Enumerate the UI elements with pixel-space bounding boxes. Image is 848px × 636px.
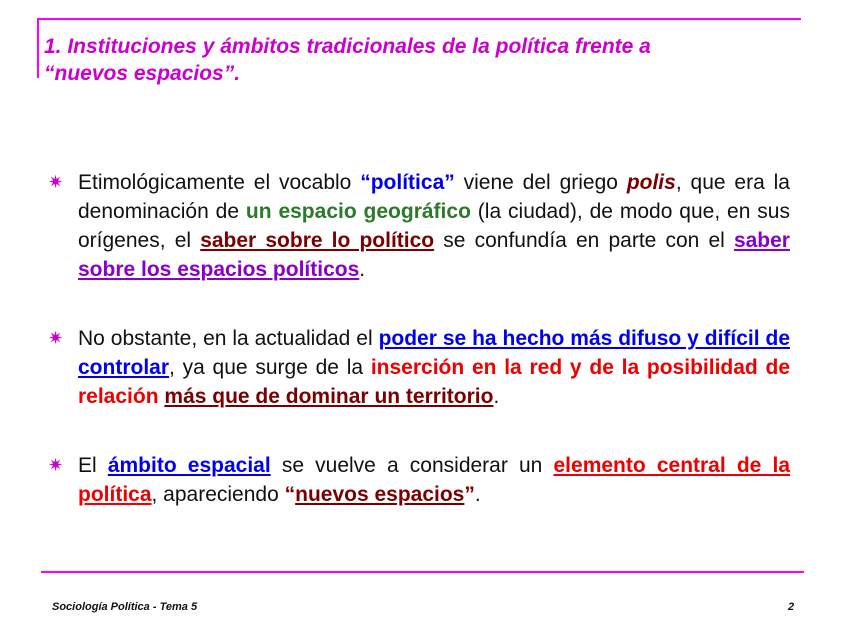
bullet-list [44,168,790,509]
text-run: El [78,454,108,477]
footer-course: Sociología Política - Tema 5 [52,601,198,613]
text-run: . [474,483,481,506]
page-number: 2 [788,601,795,613]
quote-close: ” [464,483,475,506]
bullet-item-ambito [44,451,790,509]
slide-title-line2: “nuevos espacios”. [44,62,241,85]
text-run: viene del griego [454,171,627,194]
bullet-text [78,451,790,509]
highlight-espacio-geografico: un espacio geográfico [245,200,471,223]
text-run: se vuelve a considerar un [270,454,554,477]
bullet-item-etimologia [44,168,790,284]
text-run: . [493,385,500,408]
highlight-espacios-politicos: saber sobre los espacios políticos [78,229,790,281]
slide-title [44,33,804,87]
bullet-text [78,324,790,411]
highlight-dominar-territorio: más que de dominar un territorio [164,385,494,408]
text-run: . [359,258,366,281]
star-bullet-icon: ✷ [48,328,64,348]
highlight-poder-difuso: poder se ha hecho más difuso y difícil de controlar [78,327,791,379]
text-run: , apareciendo [151,483,285,506]
highlight-ambito-espacial: ámbito espacial [107,454,271,477]
highlight-politica: “política” [360,171,455,194]
bullet-text [78,168,790,284]
highlight-polis: polis [626,171,676,194]
text-run: (la ciudad), de modo que, en sus orígenes, el [78,200,790,252]
slide-title-line1: 1. Instituciones y ámbitos tradicionales de la política frente a [44,35,651,58]
text-run: , ya que surge de la [169,356,371,379]
star-bullet-icon: ✷ [48,172,64,192]
highlight-saber-politico: saber sobre lo político [200,229,435,252]
highlight-nuevos-espacios: nuevos espacios [295,483,465,506]
text-run: No obstante, en la actualidad el [78,327,379,350]
highlight-insercion-red: inserción en la red y de la posibilidad de relación [78,356,790,408]
text-run: se confundía en parte con el [434,229,734,252]
quote-open: “ [284,483,296,506]
star-bullet-icon: ✷ [48,455,64,475]
bullet-item-poder [44,324,790,411]
text-run: Etimológicamente el vocablo [78,171,361,194]
text-run: , que era la denominación de [78,171,790,223]
highlight-elemento-central: elemento central de la política [78,454,790,506]
footer-rule [41,571,804,573]
